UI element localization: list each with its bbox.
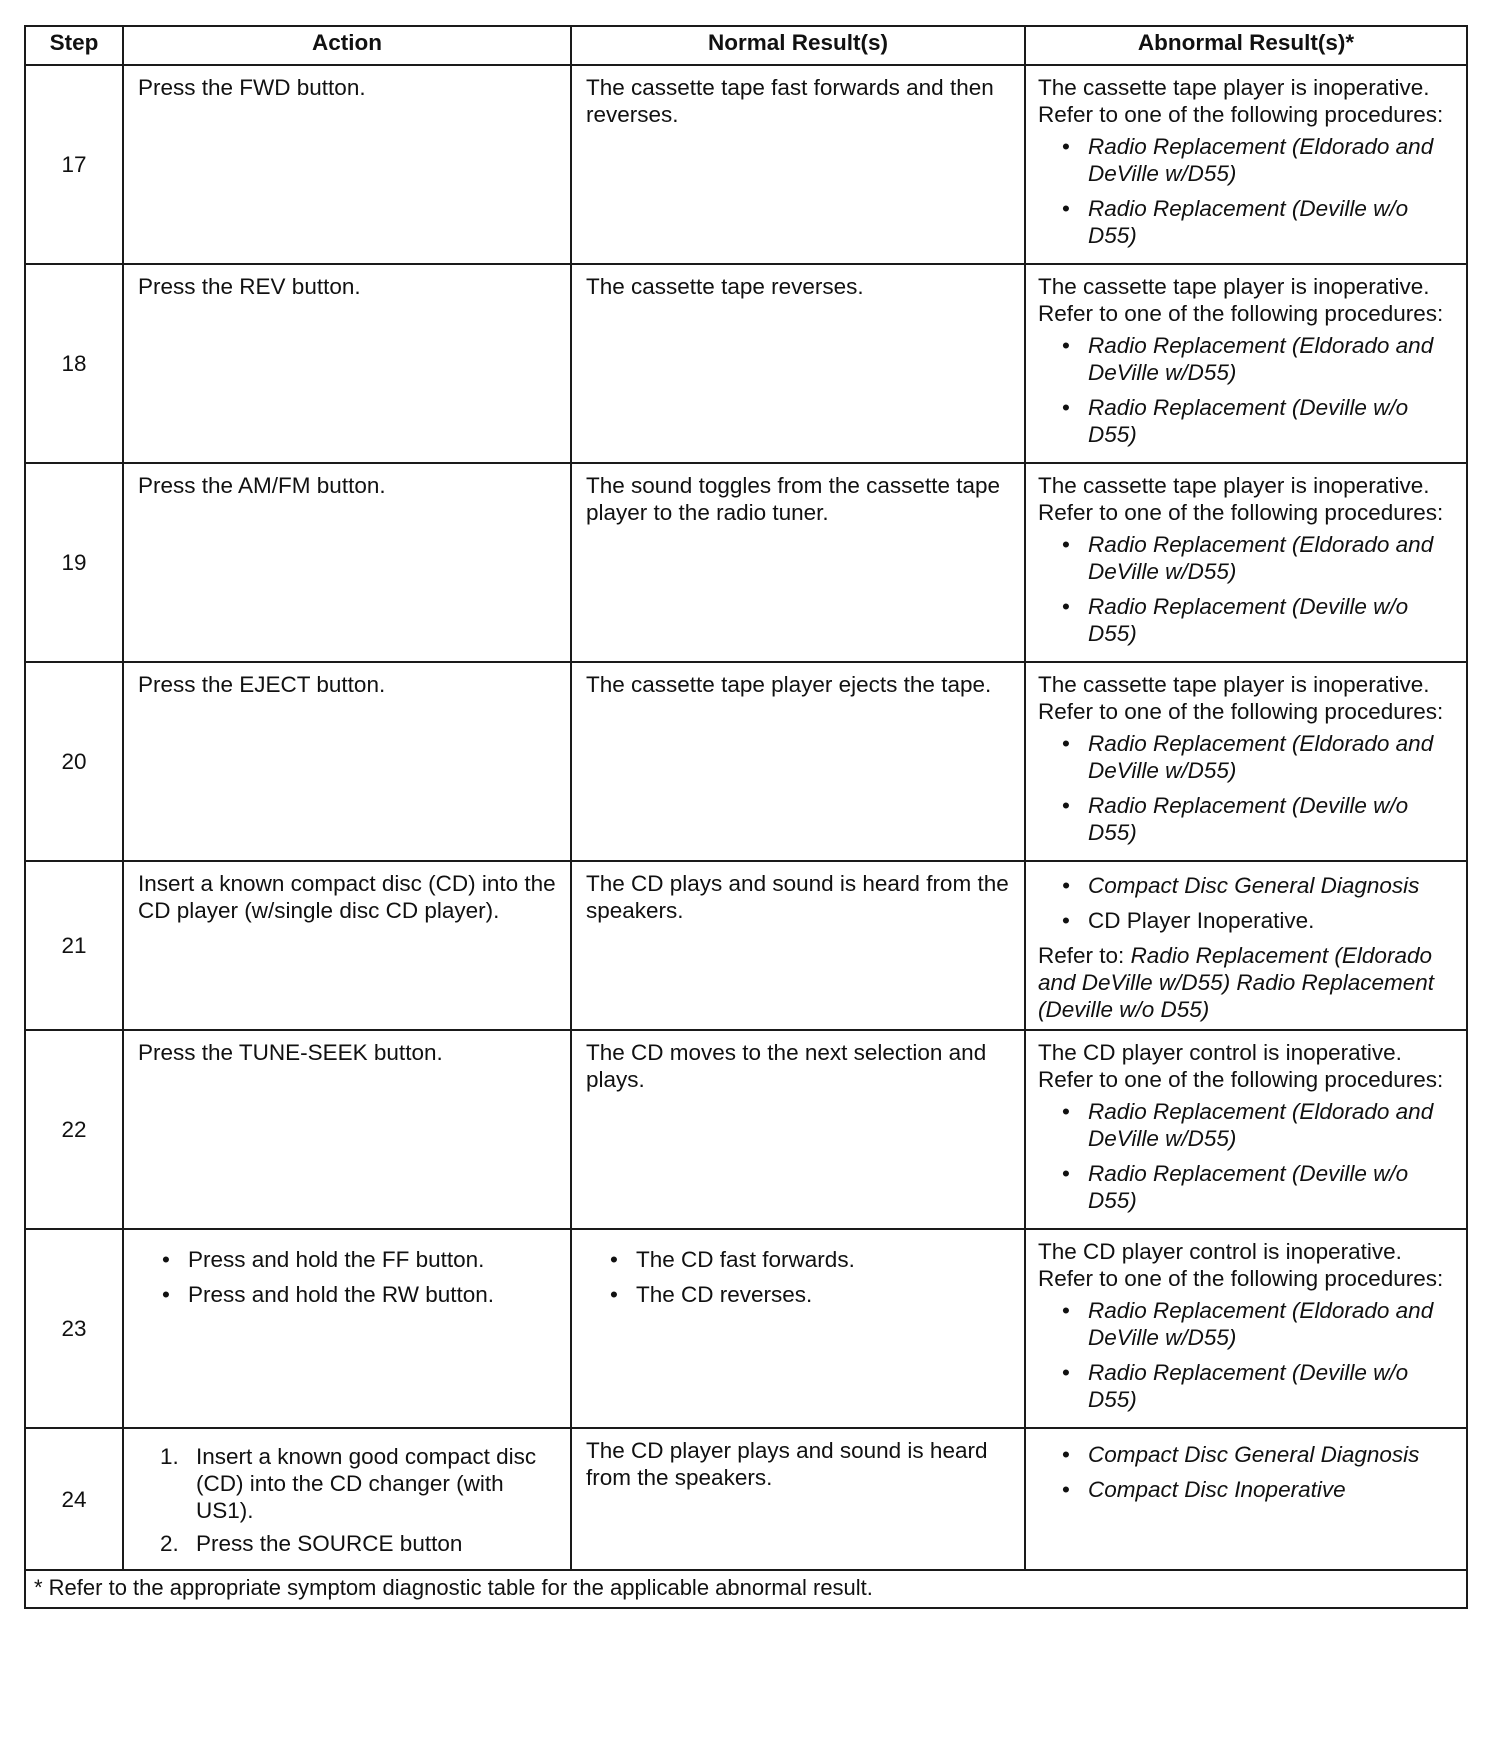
procedure-item: • Radio Replacement (Eldorado and DeVille w/D55) [1038,531,1460,585]
normal-result-cell: The cassette tape reverses. [571,264,1025,463]
step-text: Press the SOURCE button [196,1531,463,1556]
procedure-item: • Radio Replacement (Eldorado and DeVille w/D55) [1038,1297,1460,1351]
procedure-item: • Radio Replacement (Deville w/o D55) [1038,394,1460,448]
action-cell: Press the AM/FM button. [123,463,571,662]
normal-result-cell: The cassette tape fast forwards and then reverses. [571,65,1025,264]
abnormal-result-cell [1025,861,1467,1030]
diagnosis-list [1038,872,1460,934]
footnote-row [25,1570,1467,1608]
procedure-list [1038,332,1460,448]
procedure-item: • Radio Replacement (Deville w/o D55) [1038,792,1460,846]
procedure-list [1038,1297,1460,1413]
action-cell: Insert a known compact disc (CD) into the CD player (w/single disc CD player). [123,861,571,1030]
step-number: 20 [25,662,123,861]
normal-result-cell: The CD player plays and sound is heard from the speakers. [571,1428,1025,1570]
action-list [138,1246,558,1308]
normal-result-item: • The CD fast forwards. [586,1246,1012,1273]
table-row [25,861,1467,1030]
normal-result-cell: The cassette tape player ejects the tape. [571,662,1025,861]
abnormal-result-cell [1025,65,1467,264]
abnormal-text: The cassette tape player is inoperative. Refer to one of the following procedures: [1038,75,1444,127]
step-number: 22 [25,1030,123,1229]
refer-to-text [1038,942,1460,1023]
header-step: Step [25,26,123,65]
procedure-list [1038,730,1460,846]
diagnosis-item: • CD Player Inoperative. [1038,907,1460,934]
action-step [138,1443,558,1524]
procedure-item: • Radio Replacement (Deville w/o D55) [1038,1160,1460,1214]
procedure-list [1038,1098,1460,1214]
action-cell [123,1229,571,1428]
action-cell: Press the FWD button. [123,65,571,264]
abnormal-text: The cassette tape player is inoperative. Refer to one of the following procedures: [1038,473,1444,525]
procedure-item: • Radio Replacement (Eldorado and DeVille w/D55) [1038,133,1460,187]
procedure-item: • Radio Replacement (Eldorado and DeVille w/D55) [1038,730,1460,784]
action-steps-list [138,1443,558,1557]
abnormal-result-cell [1025,662,1467,861]
procedure-item: • Radio Replacement (Eldorado and DeVille w/D55) [1038,1098,1460,1152]
table-row [25,1428,1467,1570]
abnormal-result-cell [1025,1428,1467,1570]
normal-result-item: • The CD reverses. [586,1281,1012,1308]
table-row [25,65,1467,264]
step-number: 23 [25,1229,123,1428]
step-number: 21 [25,861,123,1030]
step-index: 1. [160,1444,179,1469]
abnormal-result-cell [1025,1229,1467,1428]
step-number: 19 [25,463,123,662]
diagnostic-table [24,25,1468,1609]
abnormal-result-cell [1025,1030,1467,1229]
step-index: 2. [160,1531,179,1556]
action-item: • Press and hold the RW button. [138,1281,558,1308]
step-number: 17 [25,65,123,264]
abnormal-text: The CD player control is inoperative. Refer to one of the following procedures: [1038,1239,1444,1291]
diagnosis-item: • Compact Disc General Diagnosis [1038,872,1460,899]
table-row [25,463,1467,662]
diagnosis-item: • Compact Disc Inoperative [1038,1476,1460,1503]
abnormal-text: The cassette tape player is inoperative. Refer to one of the following procedures: [1038,274,1444,326]
normal-result-cell: The CD moves to the next selection and plays. [571,1030,1025,1229]
table-header-row [25,26,1467,65]
action-cell: Press the REV button. [123,264,571,463]
step-text: Insert a known good compact disc (CD) into the CD changer (with US1). [196,1444,537,1523]
procedure-item: • Radio Replacement (Deville w/o D55) [1038,593,1460,647]
action-cell: Press the EJECT button. [123,662,571,861]
procedure-list [1038,531,1460,647]
action-item: • Press and hold the FF button. [138,1246,558,1273]
table-row [25,1030,1467,1229]
action-cell: Press the TUNE-SEEK button. [123,1030,571,1229]
procedure-item: • Radio Replacement (Deville w/o D55) [1038,195,1460,249]
step-number: 24 [25,1428,123,1570]
header-normal-result: Normal Result(s) [571,26,1025,65]
footnote: * Refer to the appropriate symptom diagnostic table for the applicable abnormal result. [25,1570,1467,1608]
normal-result-cell: The CD plays and sound is heard from the speakers. [571,861,1025,1030]
header-abnormal-result: Abnormal Result(s)* [1025,26,1467,65]
abnormal-text: The cassette tape player is inoperative. Refer to one of the following procedures: [1038,672,1444,724]
table-row [25,1229,1467,1428]
header-action: Action [123,26,571,65]
action-cell [123,1428,571,1570]
procedure-list [1038,133,1460,249]
normal-result-cell: The sound toggles from the cassette tape player to the radio tuner. [571,463,1025,662]
procedure-item: • Radio Replacement (Deville w/o D55) [1038,1359,1460,1413]
action-step [138,1530,558,1557]
normal-result-cell [571,1229,1025,1428]
abnormal-result-cell [1025,264,1467,463]
abnormal-result-cell [1025,463,1467,662]
table-row [25,662,1467,861]
diagnosis-list [1038,1441,1460,1503]
abnormal-text: The CD player control is inoperative. Refer to one of the following procedures: [1038,1040,1444,1092]
table-row [25,264,1467,463]
procedure-item: • Radio Replacement (Eldorado and DeVille w/D55) [1038,332,1460,386]
diagnosis-item: • Compact Disc General Diagnosis [1038,1441,1460,1468]
refer-to-label: Refer to: [1038,943,1125,968]
step-number: 18 [25,264,123,463]
normal-result-list [586,1246,1012,1308]
refer-to-procedures: Radio Replacement (Eldorado and DeVille w/D55) Radio Replacement (Deville w/o D55) [1038,943,1435,1022]
